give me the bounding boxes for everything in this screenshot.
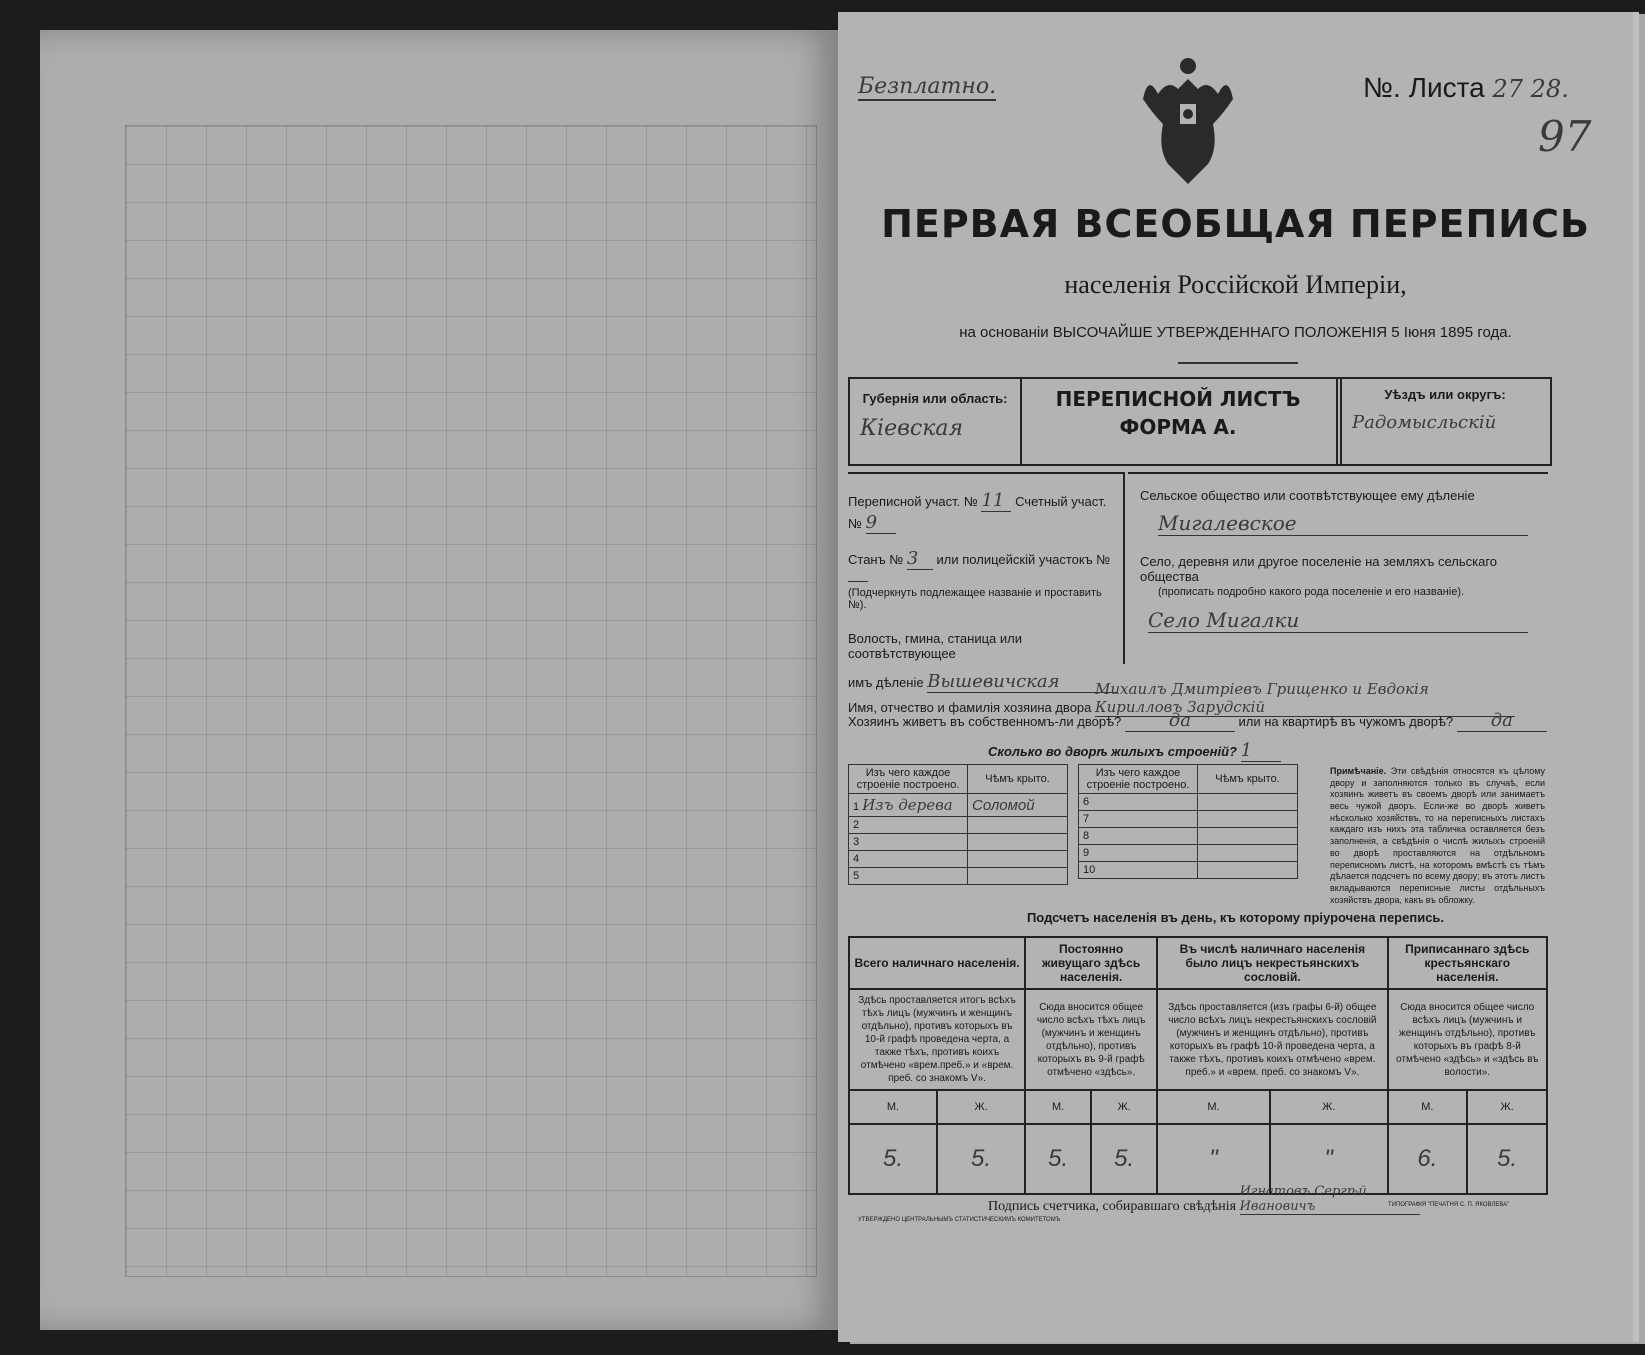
corner-number: 97 xyxy=(1538,112,1592,161)
settlement-fields: Сельское общество или соотвѣтствующее ему дѣленіе Мигалевское Село, деревня или другое поселеніе на земляхъ сельскаго общества (прописать подробно какого рода поселеніе и его названіе). Село Мигалки xyxy=(1128,472,1548,664)
table-row: 4 xyxy=(849,851,1068,868)
form-subtitle: населенія Россійской Имперіи, xyxy=(1064,270,1407,299)
table-row: 5 xyxy=(849,868,1068,885)
owner-field: Имя, отчество и фамилія хозяина двора Михаилъ Дмитріевъ Грищенко и Евдокія Кирилловъ Зарудскій xyxy=(848,680,1548,717)
buildings-table-left: Изъ чего каждое строеніе построено. Чѣмъ крыто. 1 Изъ дерева Соломой 2 3 4 5 xyxy=(848,764,1068,885)
header-boxes xyxy=(848,377,1552,466)
obshchestvo-value: Мигалевское xyxy=(1158,511,1528,536)
table-row: 6 xyxy=(1079,794,1298,811)
form-title-box: ПЕРЕПИСНОЙ ЛИСТЪ ФОРМА А. xyxy=(1020,379,1338,464)
signature-field: Подпись счетчика, собиравшаго свѣдѣнія Игнатовъ Сергѣй Ивановичъ xyxy=(988,1184,1420,1215)
selo-value: Село Мигалки xyxy=(1148,608,1528,633)
population-count-table: Всего наличнаго населенія. Постоянно живущаго здѣсь населенія. Въ числѣ наличнаго населенія было лицъ некрестьянскихъ сословій. Приписаннаго здѣсь крестьянскаго населенія. Здѣсь проставляется итогъ всѣхъ тѣхъ лицъ (мужчинъ и женщинъ отдѣльно), противъ которыхъ въ 10-й графѣ проведена черта, а также тѣхъ, противъ коихъ отмѣчено «врем.преб.» и «врем. преб. со знакомъ V». Сюда вносится общее число всѣхъ тѣхъ лицъ (мужчинъ и женщинъ отдѣльно), противъ которыхъ въ 9-й графѣ отмѣчено «здѣсь». Здѣсь проставляется (изъ графы 6-й) общее число всѣхъ лицъ некрестьянскихъ сословій (мужчинъ и женщинъ отдѣльно), противъ которыхъ въ графѣ 10-й проведена черта, а также тѣхъ, противъ коихъ отмѣчено «врем. преб.» и «врем. преб. со знакомъ V». Сюда вносится общее число всѣхъ лицъ (мужчинъ и женщинъ отдѣльно), противъ которыхъ въ графѣ 8-й отмѣчено «здѣсь» и «здѣсь въ волости». М. Ж. М. Ж. М. Ж. М. Ж. 5. 5. 5. 5. " " 6. 5. xyxy=(848,936,1548,1195)
free-label: Безплатно. xyxy=(858,74,997,99)
footer-left: УТВЕРЖДЕНО ЦЕНТРАЛЬНЫМЪ СТАТИСТИЧЕСКИМЪ КОМИТЕТОМЪ xyxy=(858,1217,1061,1223)
left-page-ruled-grid xyxy=(125,125,817,1277)
buildings-count-field: Сколько во дворѣ жилыхъ строеній? 1 xyxy=(988,740,1281,762)
gubernia-box: Губернія или область: Кіевская xyxy=(850,379,1022,464)
uezd-box: Уѣздъ или округъ: Радомысльскій xyxy=(1340,379,1548,464)
census-form-page xyxy=(838,12,1633,1342)
imperial-eagle-icon xyxy=(1138,54,1238,194)
form-basis: на основаніи ВЫСОЧАЙШЕ УТВЕРЖДЕННАГО ПОЛОЖЕНІЯ 5 Іюня 1895 года. xyxy=(959,324,1512,341)
footer-right: ТИПОГРАФІЯ "ПЕЧАТНЯ С. П. ЯКОВЛЕВА" xyxy=(1388,1202,1510,1208)
buildings-table-right: Изъ чего каждое строеніе построено. Чѣмъ крыто. 6 7 8 9 10 xyxy=(1078,764,1298,879)
ornament-divider xyxy=(1178,362,1298,374)
left-page xyxy=(40,30,840,1330)
note-block: Примѣчаніе. Эти свѣдѣнія относятся къ цѣлому двору и заполняются только въ случаѣ, если хозяинъ живетъ въ своемъ дворѣ или занимаетъ весь чужой дворъ. Если-же во дворѣ живетъ нѣсколько хозяйствъ, то на переписныхъ листахъ каждаго изъ нихъ эта табличка оставляется безъ заполненія, а свѣдѣнія о числѣ жилыхъ строеній во дворѣ проставляются на отдѣльномъ переписномъ листѣ, на которомъ вмѣстѣ съ тѣмъ дѣлается подсчетъ по всему двору; въ этотъ листъ вкладываются переписные листы отдѣльныхъ хозяйствъ двора, какъ въ обложку. xyxy=(1330,766,1545,905)
table-row: 8 xyxy=(1079,828,1298,845)
uezd-value: Радомысльскій xyxy=(1352,412,1497,433)
table-row: 9 xyxy=(1079,845,1298,862)
district-fields: Переписной участ. № 11 Счетный участ. № 9 Станъ № 3 или полицейскій участокъ № (Подчеркнуть подлежащее названіе и проставить №). Волость, гмина, станица или соотвѣтствующее имъ дѣленіе Вышевичская xyxy=(848,472,1125,664)
table-row: 2 xyxy=(849,817,1068,834)
table-row: 1 Изъ дерева Соломой xyxy=(849,794,1068,817)
table-row: 10 xyxy=(1079,862,1298,879)
gubernia-value: Кіевская xyxy=(860,416,964,441)
residence-field: Хозяинъ живетъ въ собственномъ-ли дворѣ? да или на квартирѣ въ чужомъ дворѣ? да xyxy=(848,710,1548,732)
count-heading: Подсчетъ населенія въ день, къ которому пріурочена перепись. xyxy=(1026,910,1445,925)
volost-field: имъ дѣленіе Вышевичская xyxy=(848,671,1123,693)
stan-field: Станъ № 3 или полицейскій участокъ № xyxy=(848,548,1123,585)
sheet-number: №. Листа 27 28. xyxy=(1363,72,1569,103)
perepis-uchastok-field: Переписной участ. № 11 Счетный участ. № 9 xyxy=(848,490,1107,533)
table-row: 5. 5. 5. 5. " " 6. 5. xyxy=(849,1124,1547,1194)
form-title: ПЕРВАЯ ВСЕОБЩАЯ ПЕРЕПИСЬ xyxy=(881,202,1590,246)
table-row: 3 xyxy=(849,834,1068,851)
table-row: 7 xyxy=(1079,811,1298,828)
